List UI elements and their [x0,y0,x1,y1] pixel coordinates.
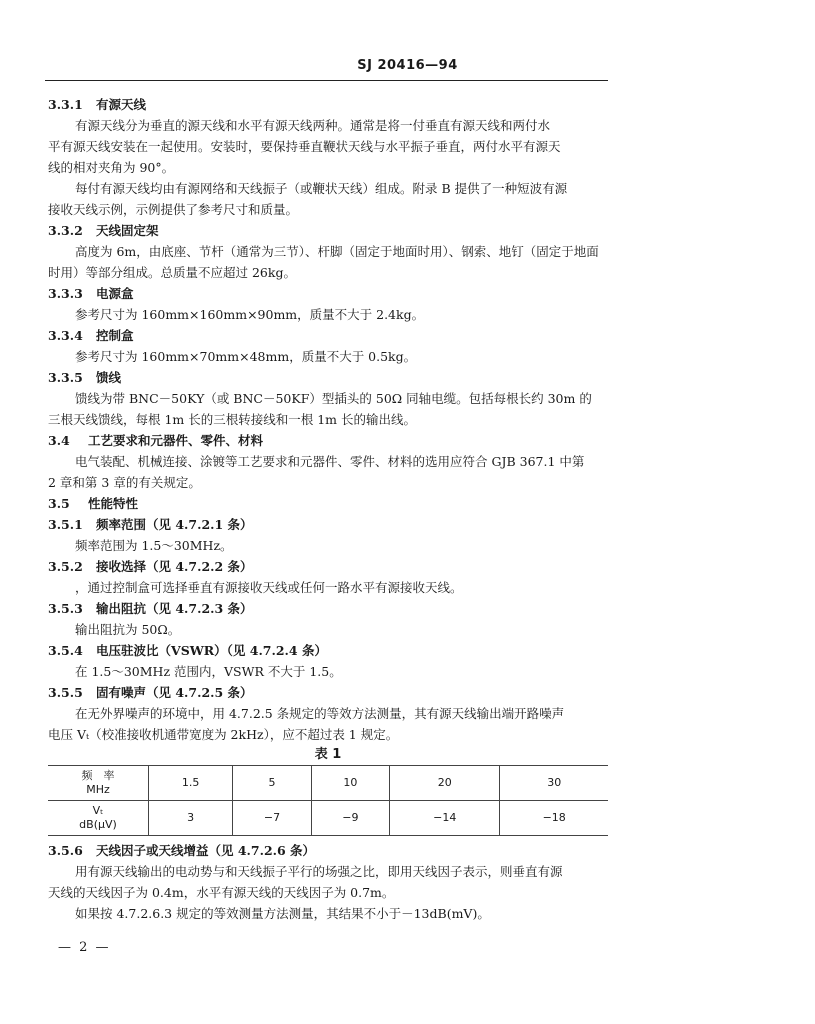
section-heading [48,220,608,241]
section-title: 输出阻抗（见 4.7.2.3 条） [96,601,253,616]
table-cell: −7 [233,801,311,836]
section-number: 3.5.4 [48,643,83,658]
header-voltage-unit: dB(μV) [79,818,117,831]
paragraph-line: 每付有源天线均由有源网络和天线振子（或鞭状天线）组成。附录 B 提供了一种短波有源 [75,181,568,196]
paragraph-line: 馈线为带 BNC－50KY（或 BNC－50KF）型插头的 50Ω 同轴电缆。包括每根长约 30m 的 [75,391,592,406]
section-title: 馈线 [96,370,122,385]
table-cell: −18 [500,801,608,836]
page-number: — 2 — [58,940,111,955]
section-heading [48,94,608,115]
table-cell: 20 [390,766,500,801]
header-frequency-label: 频 率 [81,769,115,782]
section-title: 频率范围（见 4.7.2.1 条） [96,517,253,532]
section-number: 3.5.2 [48,559,83,574]
section-title: 电源盒 [96,286,134,301]
paragraph-line: 电气装配、机械连接、涂镀等工艺要求和元器件、零件、材料的选用应符合 GJB 367.1 中第 [75,454,585,469]
table-cell: 3 [149,801,233,836]
section-heading [48,283,608,304]
section-title: 性能特性 [88,496,139,511]
table-cell: −14 [390,801,500,836]
section-title: 电压驻波比（VSWR）（见 4.7.2.4 条） [96,643,327,658]
section-number: 3.5.1 [48,517,83,532]
section-title: 天线因子或天线增益（见 4.7.2.6 条） [96,843,316,858]
table-1 [48,765,608,836]
table-cell: −9 [311,801,389,836]
text-block-2 [48,840,608,924]
table-cell: 30 [500,766,608,801]
paragraph-line: 用有源天线输出的电动势与和天线振子平行的场强之比，即用天线因子表示，则垂直有源 [75,864,563,879]
table-header-noise-voltage [48,801,149,836]
section-number: 3.5.3 [48,601,83,616]
paragraph-line: 有源天线分为垂直的源天线和水平有源天线两种。通常是将一付垂直有源天线和两付水 [75,118,551,133]
section-number: 3.5 [48,496,70,511]
section-heading [48,840,608,861]
section-number: 3.3.1 [48,97,83,112]
standard-number-header: SJ 20416—94 [357,58,458,73]
section-title: 有源天线 [96,97,147,112]
section-heading [48,682,608,703]
section-heading [48,640,608,661]
section-heading [48,430,608,451]
header-rule [45,80,608,81]
section-title: 固有噪声（见 4.7.2.5 条） [96,685,253,700]
paragraph-line: 参考尺寸为 160mm×70mm×48mm，质量不大于 0.5kg。 [75,349,417,364]
table-cell: 10 [311,766,389,801]
section-heading [48,598,608,619]
section-title: 工艺要求和元器件、零件、材料 [88,433,264,448]
paragraph-continuation: 电压 Vₜ（校准接收机通带宽度为 2kHz），应不超过表 1 规定。 [48,727,399,742]
section-heading [48,514,608,535]
paragraph-continuation: 三根天线馈线，每根 1m 长的三根转接线和一根 1m 长的输出线。 [48,412,417,427]
paragraph-line: 如果按 4.7.2.6.3 规定的等效测量方法测量，其结果不小于－13dB(mV)。 [75,906,490,921]
paragraph-continuation: 2 章和第 3 章的有关规定。 [48,475,201,490]
section-number: 3.5.6 [48,843,83,858]
paragraph-line: 高度为 6m，由底座、节杆（通常为三节）、杆脚（固定于地面时用）、钢索、地钉（固定于地面 [75,244,599,259]
section-title: 接收选择（见 4.7.2.2 条） [96,559,253,574]
section-heading [48,367,608,388]
section-number: 3.3.3 [48,286,83,301]
paragraph-continuation: 平有源天线安装在一起使用。安装时，要保持垂直鞭状天线与水平振子垂直，两付水平有源天 [48,139,561,154]
table-cell: 1.5 [149,766,233,801]
table-cell: 5 [233,766,311,801]
header-voltage-label: Vₜ [92,804,104,817]
paragraph-line: 输出阻抗为 50Ω。 [75,622,181,637]
paragraph-line: 频率范围为 1.5～30MHz。 [75,538,233,553]
paragraph-continuation: 接收天线示例，示例提供了参考尺寸和质量。 [48,202,299,217]
section-number: 3.3.5 [48,370,83,385]
table-caption: 表 1 [314,747,342,762]
section-heading [48,325,608,346]
paragraph-continuation: 天线的天线因子为 0.4m，水平有源天线的天线因子为 0.7m。 [48,885,395,900]
table-header-frequency [48,766,149,801]
document-body [48,94,608,924]
section-number: 3.3.2 [48,223,83,238]
text-block-1 [48,94,608,745]
paragraph-line: ，通过控制盒可选择垂直有源接收天线或任何一路水平有源接收天线。 [75,580,463,595]
paragraph-line: 在无外界噪声的环境中，用 4.7.2.5 条规定的等效方法测量，其有源天线输出端开路噪声 [75,706,565,721]
section-title: 天线固定架 [96,223,159,238]
table-row-noise-voltage [48,801,608,836]
table-row-frequency [48,766,608,801]
paragraph-continuation: 线的相对夹角为 90°。 [48,160,175,175]
paragraph-continuation: 时用）等部分组成。总质量不应超过 26kg。 [48,265,296,280]
header-frequency-unit: MHz [86,783,110,796]
section-number: 3.3.4 [48,328,83,343]
paragraph-line: 参考尺寸为 160mm×160mm×90mm，质量不大于 2.4kg。 [75,307,425,322]
section-title: 控制盒 [96,328,134,343]
section-heading [48,493,608,514]
section-number: 3.4 [48,433,70,448]
section-number: 3.5.5 [48,685,83,700]
paragraph-line: 在 1.5～30MHz 范围内，VSWR 不大于 1.5。 [75,664,342,679]
section-heading [48,556,608,577]
